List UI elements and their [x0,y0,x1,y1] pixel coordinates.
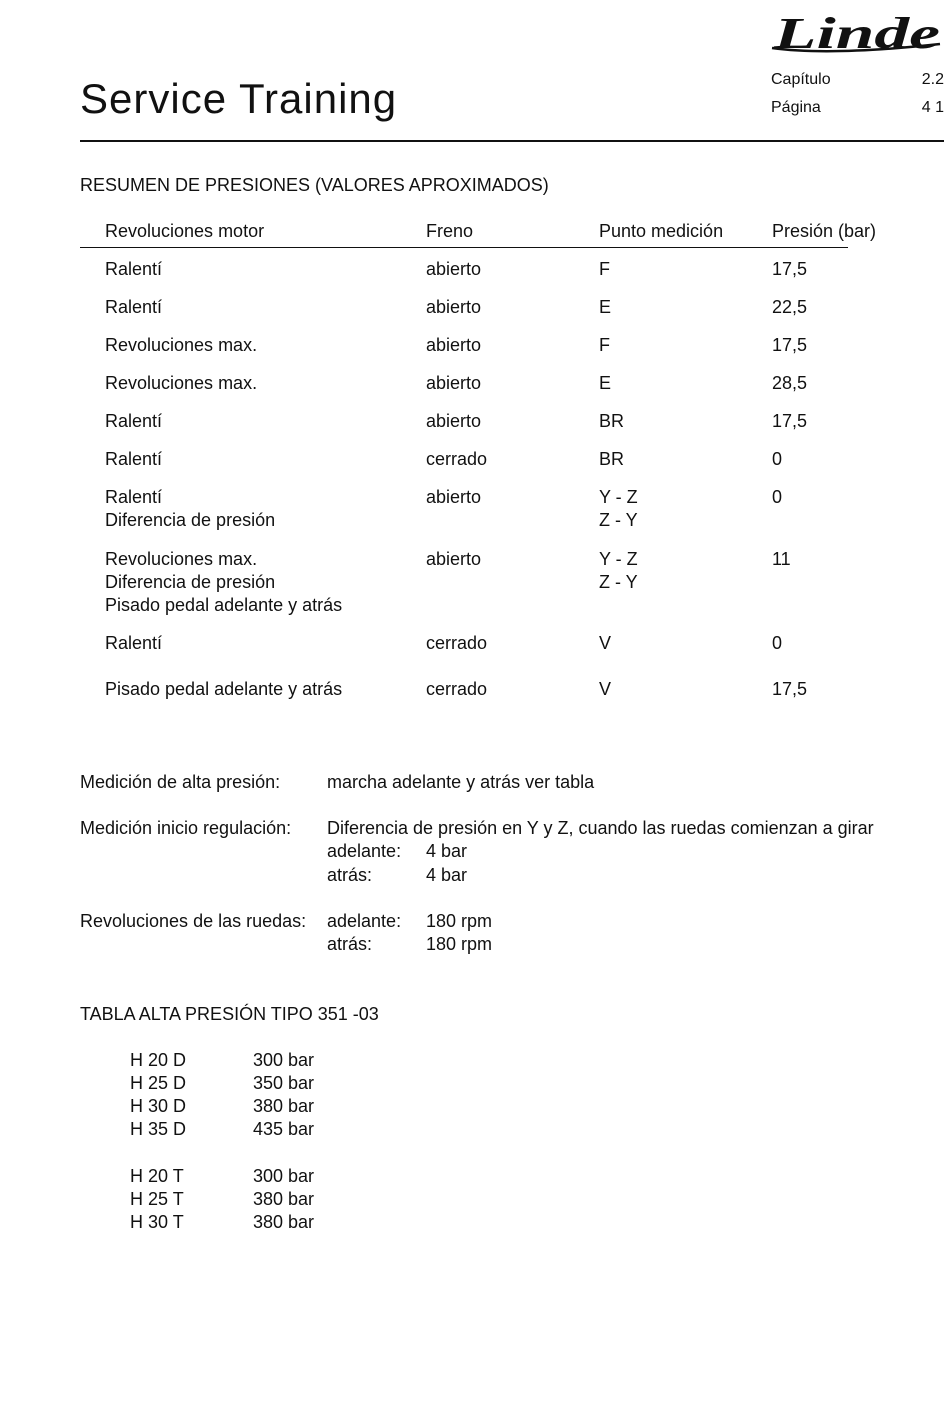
chapter-value: 2.2 [921,71,944,88]
table-cell-freno: cerrado [426,449,488,469]
hp-value: 380 bar [253,1189,315,1209]
hp-model: H 20 D [130,1050,187,1070]
hp-value: 380 bar [253,1096,315,1116]
table-cell-presion: 17,5 [772,335,808,355]
table-cell-freno: cerrado [426,679,488,699]
chapter-label: Capítulo [771,71,831,88]
table-cell-punto: V [599,679,612,699]
ruedas-atras-value: 180 rpm [426,934,493,954]
hp-value: 380 bar [253,1212,315,1232]
table-cell-freno: abierto [426,373,482,393]
table-cell-presion: 28,5 [772,373,808,393]
table-cell-motor: Pisado pedal adelante y atrás [105,679,343,699]
hp-value: 435 bar [253,1119,315,1139]
table-cell-motor: Revoluciones max. [105,335,258,355]
column-header-presion: Presión (bar) [772,221,877,241]
svg-text:Linde: Linde [772,9,940,56]
column-header-freno: Freno [426,221,474,241]
hp-value: 350 bar [253,1073,315,1093]
page-value: 4 1 [921,99,944,116]
hp-model: H 30 D [130,1096,187,1116]
table-cell-punto: F [599,335,610,355]
inicio-adelante-label: adelante: [327,841,402,861]
table-cell-motor: Ralentí [105,487,163,507]
hp-value: 300 bar [253,1050,315,1070]
hp-model: H 25 T [130,1189,184,1209]
table-cell-presion: 17,5 [772,259,808,279]
header-divider [80,140,944,142]
alta-presion-value: marcha adelante y atrás ver tabla [327,772,595,792]
table-cell-presion: 0 [772,449,783,469]
table-cell-presion: 0 [772,487,783,507]
table-cell-punto: F [599,259,610,279]
inicio-atras-value: 4 bar [426,865,468,885]
alta-presion-label: Medición de alta presión: [80,772,281,792]
table-cell-freno: abierto [426,335,482,355]
table-cell-freno: abierto [426,549,482,569]
table-cell-presion: 17,5 [772,411,808,431]
table-cell-motor: Ralentí [105,449,163,469]
table-cell-freno: abierto [426,259,482,279]
table-cell-punto: Z - Y [599,510,638,530]
inicio-regulacion-label: Medición inicio regulación: [80,818,292,838]
table-cell-punto: E [599,373,612,393]
table-cell-punto: BR [599,411,625,431]
table-cell-punto: Y - Z [599,549,638,569]
hp-model: H 25 D [130,1073,187,1093]
inicio-regulacion-value: Diferencia de presión en Y y Z, cuando las ruedas comienzan a girar [327,818,874,838]
ruedas-adelante-label: adelante: [327,911,402,931]
table-cell-motor: Diferencia de presión [105,572,276,592]
table-cell-motor: Diferencia de presión [105,510,276,530]
table-cell-punto: V [599,633,612,653]
table-cell-presion: 11 [772,549,791,569]
table-cell-presion: 17,5 [772,679,808,699]
hp-model: H 20 T [130,1166,184,1186]
ruedas-adelante-value: 180 rpm [426,911,493,931]
hp-value: 300 bar [253,1166,315,1186]
hp-model: H 35 D [130,1119,187,1139]
table-cell-punto: BR [599,449,625,469]
inicio-adelante-value: 4 bar [426,841,468,861]
linde-logo [770,4,945,56]
table-cell-presion: 22,5 [772,297,808,317]
ruedas-atras-label: atrás: [327,934,373,954]
table-cell-motor: Ralentí [105,297,163,317]
table-cell-motor: Revoluciones max. [105,549,258,569]
table-cell-motor: Pisado pedal adelante y atrás [105,595,343,615]
hp-model: H 30 T [130,1212,184,1232]
table-cell-punto: E [599,297,612,317]
table-header-divider [80,247,848,248]
column-header-motor: Revoluciones motor [105,221,265,241]
table-cell-freno: cerrado [426,633,488,653]
table-cell-motor: Ralentí [105,633,163,653]
table-cell-punto: Z - Y [599,572,638,592]
table-cell-punto: Y - Z [599,487,638,507]
table-cell-freno: abierto [426,411,482,431]
inicio-atras-label: atrás: [327,865,373,885]
revoluciones-ruedas-label: Revoluciones de las ruedas: [80,911,307,931]
table-cell-freno: abierto [426,297,482,317]
page-title: Service Training [80,75,398,122]
column-header-punto: Punto medición [599,221,724,241]
summary-title: RESUMEN DE PRESIONES (VALORES APROXIMADOS) [80,175,549,195]
table-cell-motor: Ralentí [105,411,163,431]
table-cell-motor: Ralentí [105,259,163,279]
table-cell-presion: 0 [772,633,783,653]
table-cell-motor: Revoluciones max. [105,373,258,393]
page-label: Página [771,99,821,116]
high-pressure-title: TABLA ALTA PRESIÓN TIPO 351 -03 [80,1004,379,1024]
table-cell-freno: abierto [426,487,482,507]
